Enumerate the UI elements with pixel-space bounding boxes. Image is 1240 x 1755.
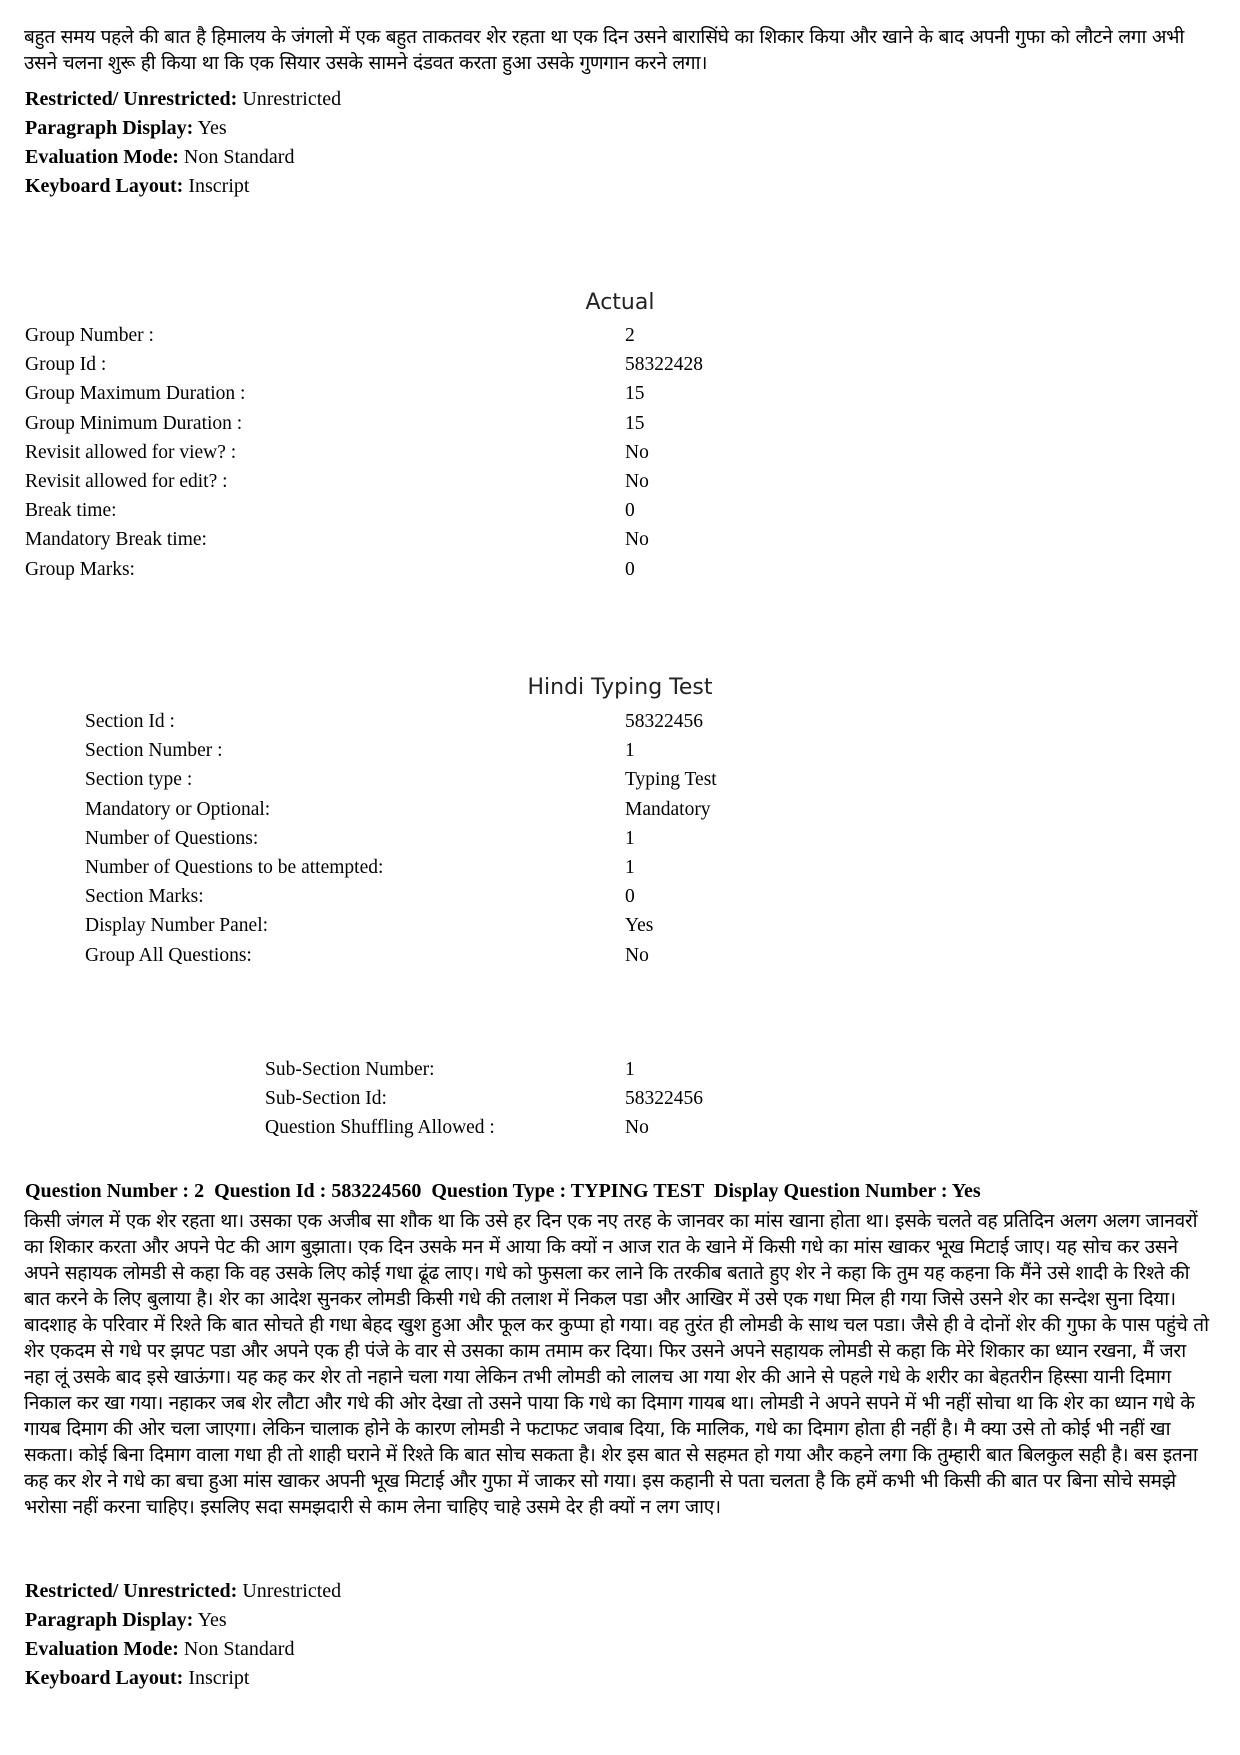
info-value: No xyxy=(625,529,649,551)
info-value: 1 xyxy=(625,740,635,762)
info-label: Mandatory or Optional: xyxy=(85,798,271,820)
info-label: Group All Questions: xyxy=(85,944,252,966)
meta-keyboard-layout: Keyboard Layout: Inscript xyxy=(25,175,250,197)
meta-paragraph-display: Paragraph Display: Yes xyxy=(25,1609,227,1631)
meta-keyboard-layout: Keyboard Layout: Inscript xyxy=(25,1667,250,1689)
info-value: Typing Test xyxy=(625,769,717,791)
question-header: Question Number : 2 Question Id : 583224560 Question Type : TYPING TEST Display Question Number : Yes xyxy=(25,1180,981,1202)
question-paragraph: किसी जंगल में एक शेर रहता था। उसका एक अजीब सा शौक था कि उसे हर दिन एक नए तरह के जानवर का मांस खाना होता था। इसके चलते वह प्रतिदिन अलग अलग जानवरों का शिकार करता और अपने पेट की आग बुझाता। एक दिन उसके मन में आया कि क्यों न आज रात के खाने में किसी गधे का मांस खाकर भूख मिटाई जाए। यह सोच कर उसने अपने सहायक लोमडी से कहा कि वह उसके लिए कोई गधा ढूंढ लाए। गधे को फुसला कर लाने कि तरकीब बताते हुए शेर ने कहा कि तुम यह कहना कि मैंने उसे शादी के रिश्ते की बात करने के लिए बुलाया है। शेर का आदेश सुनकर लोमडी किसी गधे की तलाश में निकल पडा और आखिर में उसे एक गधा मिल ही गया जिसे उसने शेर का सन्देश सुना दिया। बादशाह के परिवार में रिश्ते कि बात सोचते ही गधा बेहद खुश हुआ और फूल कर कुप्पा हो गया। वह तुरंत ही लोमडी के साथ चल पडा। जैसे ही वे दोनों शेर की गुफा के पास पहुंचे तो शेर एकदम से गधे पर झपट पडा और अपने एक ही पंजे के वार से उसका काम तमाम कर दिया। फिर उसने अपने सहायक लोमडी से कहा कि मेरे शिकार का ध्यान रखना, मैं जरा नहा लूं उसके बाद इसे खाऊंगा। यह कह कर शेर तो नहाने चला गया लेकिन तभी लोमडी को लालच आ गया शेर की आने से पहले गधे के शरीर का बेहतरीन हिस्सा यानी दिमाग निकाल कर खा गया। नहाकर जब शेर लौटा और गधे की ओर देखा तो उसने पाया कि गधे का दिमाग गायब था। लोमडी ने अपने सपने में भी नहीं सोचा था कि शेर का ध्यान गधे के गायब दिमाग की ओर चला जाएगा। लेकिन चालाक होने के कारण लोमडी ने फटाफट जवाब दिया, कि मालिक, गधे का दिमाग होता ही नहीं है। मै क्या उसे तो कोई भी नहीं खा सकता। कोई बिना दिमाग वाला गधा ही तो शाही घराने में रिश्ते कि बात सोच सकता है। शेर इस बात से सहमत हो गया और कहने लगा कि तुम्हारी बात बिलकुल सही है। बस इतना कह कर शेर ने गधे का बचा हुआ मांस खाकर अपनी भूख मिटाई और गुफा में जाकर सो गया। इस कहानी से पता चलता है कि हमें कभी भी किसी की बात पर बिना सोचे समझे भरोसा नहीं करना चाहिए। इसलिए सदा समझदारी से काम लेना चाहिए चाहे उसमे देर ही क्यों न लग जाए। xyxy=(24,1210,1209,1518)
info-value: 0 xyxy=(625,500,635,522)
info-value: 0 xyxy=(625,886,635,908)
info-value: 15 xyxy=(625,412,645,434)
info-label: Section type : xyxy=(85,769,193,791)
info-value: 58322428 xyxy=(625,354,703,376)
info-value: 0 xyxy=(625,558,635,580)
info-label: Sub-Section Number: xyxy=(265,1059,435,1080)
meta-bottom xyxy=(25,1577,341,1693)
section-title: Hindi Typing Test xyxy=(527,675,713,700)
info-value: Mandatory xyxy=(625,798,711,820)
meta-evaluation-mode: Evaluation Mode: Non Standard xyxy=(25,1638,295,1660)
info-label: Section Marks: xyxy=(85,886,204,908)
info-label: Group Minimum Duration : xyxy=(25,412,243,434)
info-label: Section Id : xyxy=(85,711,175,732)
info-label: Group Maximum Duration : xyxy=(25,383,246,405)
info-value: No xyxy=(625,944,649,966)
info-value: 1 xyxy=(625,856,635,878)
meta-top xyxy=(25,85,341,201)
info-label: Group Marks: xyxy=(25,558,135,580)
info-value: 58322456 xyxy=(625,711,703,732)
info-value: 15 xyxy=(625,383,645,405)
info-value: No xyxy=(625,441,649,463)
info-label: Question Shuffling Allowed : xyxy=(265,1117,495,1139)
info-value: Yes xyxy=(625,915,654,937)
info-value: 58322456 xyxy=(625,1088,703,1110)
info-label: Group Id : xyxy=(25,354,107,376)
meta-evaluation-mode: Evaluation Mode: Non Standard xyxy=(25,146,295,168)
info-value: 1 xyxy=(625,827,635,849)
info-label: Revisit allowed for view? : xyxy=(25,441,237,463)
info-label: Section Number : xyxy=(85,740,223,762)
intro-paragraph: बहुत समय पहले की बात है हिमालय के जंगलो में एक बहुत ताकतवर शेर रहता था एक दिन उसने बारासिंघे का शिकार किया और खाने के बाद अपनी गुफा को लौटने लगा अभी उसने चलना शुरू ही किया था कि एक सियार उसके सामने दंडवत करता हुआ उसके गुणगान करने लगा। xyxy=(24,26,1185,74)
info-label: Mandatory Break time: xyxy=(25,529,207,551)
group-title: Actual xyxy=(585,290,655,315)
info-label: Display Number Panel: xyxy=(85,915,269,937)
meta-restricted: Restricted/ Unrestricted: Unrestricted xyxy=(25,1580,342,1602)
info-label: Group Number : xyxy=(25,325,154,346)
info-value: No xyxy=(625,1117,649,1139)
meta-restricted: Restricted/ Unrestricted: Unrestricted xyxy=(25,88,342,110)
info-value: No xyxy=(625,470,649,492)
info-label: Number of Questions: xyxy=(85,827,259,849)
info-label: Number of Questions to be attempted: xyxy=(85,856,384,878)
info-label: Revisit allowed for edit? : xyxy=(25,470,228,492)
info-value: 2 xyxy=(625,325,635,346)
info-label: Break time: xyxy=(25,500,117,522)
info-value: 1 xyxy=(625,1059,635,1080)
info-label: Sub-Section Id: xyxy=(265,1088,387,1110)
meta-paragraph-display: Paragraph Display: Yes xyxy=(25,117,227,139)
